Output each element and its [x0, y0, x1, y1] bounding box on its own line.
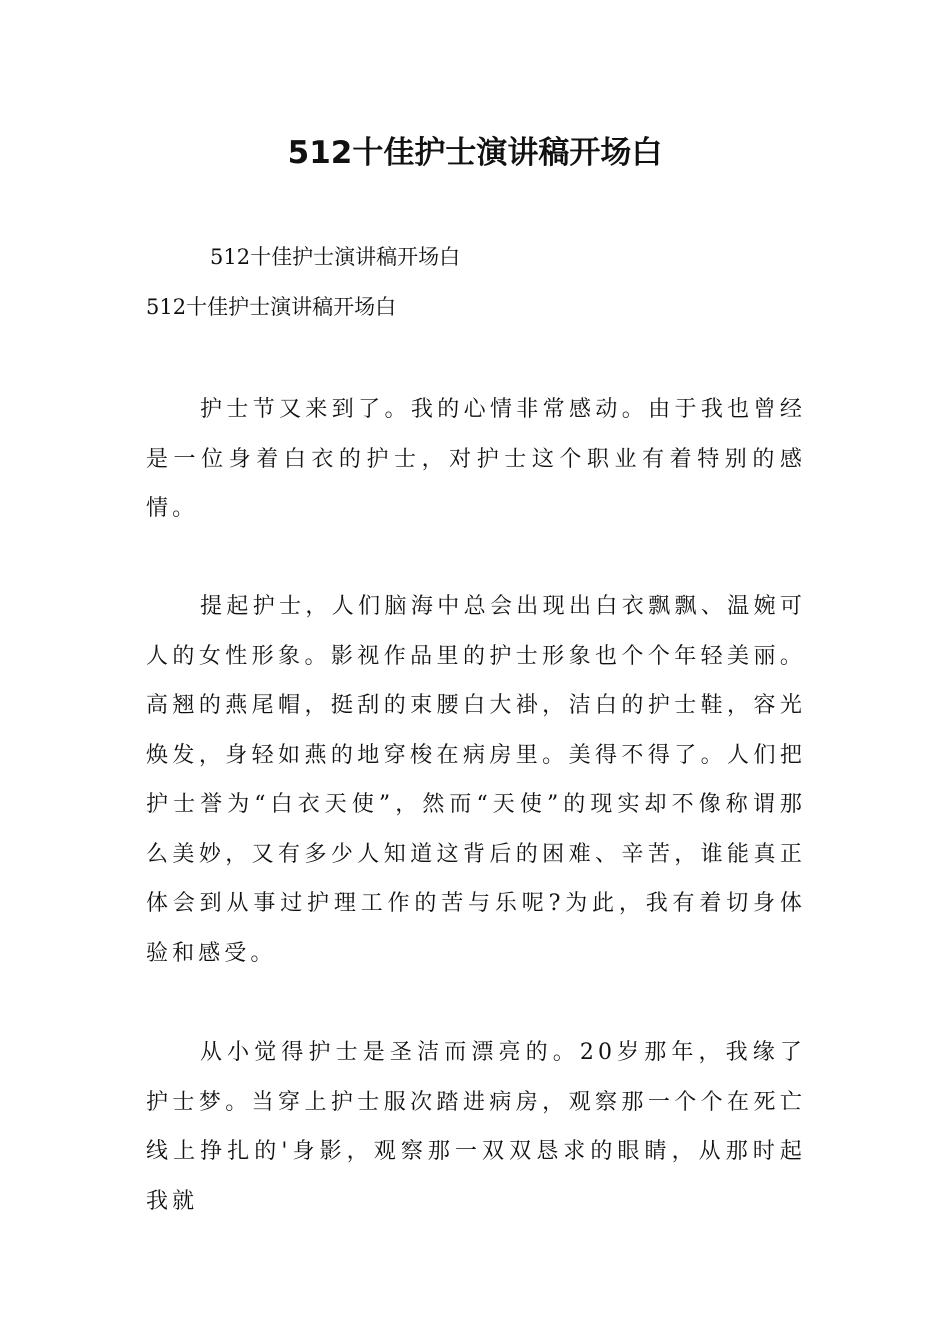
document-title: 512十佳护士演讲稿开场白 — [287, 135, 663, 171]
paragraph-1: 护士节又来到了。我的心情非常感动。由于我也曾经是一位身着白衣的护士，对护士这个职业有着特别的感情。 — [146, 397, 806, 521]
paragraph-2: 提起护士，人们脑海中总会出现出白衣飘飘、温婉可人的女性形象。影视作品里的护士形象也个个年轻美丽。高翘的燕尾帽，挺刮的束腰白大褂，洁白的护士鞋，容光焕发，身轻如燕的地穿梭在病房里。美得不得了。人们把护士誉为“白衣天使”，然而“天使”的现实却不像称谓那么美妙，又有多少人知道这背后的困难、辛苦，谁能真正体会到从事过护理工作的苦与乐呢?为此，我有着切身体验和感受。 — [146, 594, 806, 966]
document-subtitle-indented: 512十佳护士演讲稿开场白 — [210, 245, 461, 269]
paragraph-3: 从小觉得护士是圣洁而漂亮的。20岁那年，我缘了护士梦。当穿上护士服次踏进病房，观察那一个个在死亡线上挣扎的'身影，观察那一双双恳求的眼睛，从那时起我就 — [146, 1040, 806, 1214]
document-subtitle: 512十佳护士演讲稿开场白 — [146, 295, 397, 319]
